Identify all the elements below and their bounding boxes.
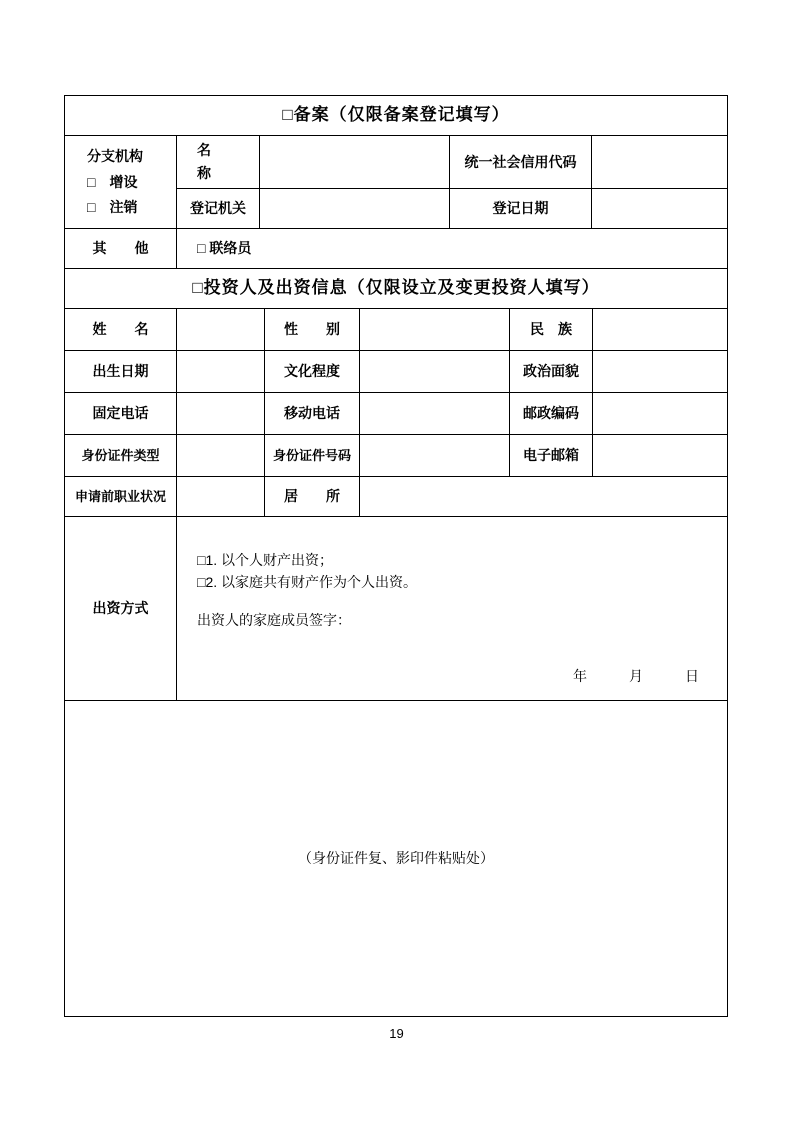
investor-row-phone xyxy=(65,393,727,435)
credit-code-label: 统一社会信用代码 xyxy=(450,136,592,189)
contribution-option-1-checkbox[interactable]: □1. 以个人财产出资； xyxy=(197,552,334,568)
investor-row-id xyxy=(65,435,727,477)
name-label: 姓 名 xyxy=(65,309,177,351)
postal-code-value-cell[interactable] xyxy=(593,393,727,435)
other-label: 其 他 xyxy=(65,229,177,269)
registration-form-table xyxy=(64,95,728,1017)
residence-label: 居 所 xyxy=(265,477,360,517)
branch-cancel-checkbox-option[interactable]: □ 注销 xyxy=(87,199,138,216)
birth-date-label: 出生日期 xyxy=(65,351,177,393)
id-type-label: 身份证件类型 xyxy=(65,435,177,477)
gender-value-cell[interactable] xyxy=(360,309,510,351)
branch-sub-grid xyxy=(177,136,727,229)
branch-name-row xyxy=(177,136,727,189)
id-paste-area xyxy=(65,701,727,1016)
filing-title-row xyxy=(65,96,727,136)
branch-name-label-line1: 名 xyxy=(197,142,211,159)
investor-row-occupation xyxy=(65,477,727,517)
mobile-phone-label: 移动电话 xyxy=(265,393,360,435)
investor-section-title: □投资人及出资信息（仅限设立及变更投资人填写） xyxy=(65,269,727,309)
branch-name-label-cell xyxy=(177,136,260,189)
page-number: 19 xyxy=(389,1026,404,1041)
branch-label: 分支机构 xyxy=(87,147,143,164)
id-number-label: 身份证件号码 xyxy=(265,435,360,477)
political-status-value-cell[interactable] xyxy=(593,351,727,393)
investor-row-name xyxy=(65,309,727,351)
education-value-cell[interactable] xyxy=(360,351,510,393)
investor-row-birth xyxy=(65,351,727,393)
residence-value-cell[interactable] xyxy=(360,477,727,517)
fixed-phone-label: 固定电话 xyxy=(65,393,177,435)
contribution-method-label: 出资方式 xyxy=(65,517,177,701)
contribution-row xyxy=(65,517,727,701)
liaison-checkbox-option[interactable]: □ 联络员 xyxy=(177,229,727,269)
name-value-cell[interactable] xyxy=(177,309,265,351)
fixed-phone-value-cell[interactable] xyxy=(177,393,265,435)
investor-title-row xyxy=(65,269,727,309)
id-number-value-cell[interactable] xyxy=(360,435,510,477)
branch-label-cell xyxy=(65,136,177,229)
branch-name-value-cell[interactable] xyxy=(260,136,450,189)
education-label: 文化程度 xyxy=(265,351,360,393)
gender-label: 性 别 xyxy=(265,309,360,351)
birth-date-value-cell[interactable] xyxy=(177,351,265,393)
occupation-label: 申请前职业状况 xyxy=(65,477,177,517)
contribution-content-cell xyxy=(177,517,727,701)
postal-code-label: 邮政编码 xyxy=(510,393,593,435)
ethnicity-label: 民 族 xyxy=(510,309,593,351)
occupation-value-cell[interactable] xyxy=(177,477,265,517)
political-status-label: 政治面貌 xyxy=(510,351,593,393)
registration-date-label: 登记日期 xyxy=(450,189,592,229)
paste-area-row xyxy=(65,701,727,1016)
branch-name-label-line2: 称 xyxy=(197,165,211,181)
filing-section-title: □备案（仅限备案登记填写） xyxy=(65,96,727,136)
id-paste-note: （身份证件复、影印件粘贴处） xyxy=(298,850,494,867)
registration-authority-label: 登记机关 xyxy=(177,189,260,229)
credit-code-value-cell[interactable] xyxy=(592,136,727,189)
branch-block-row xyxy=(65,136,727,229)
email-value-cell[interactable] xyxy=(593,435,727,477)
registration-authority-value-cell[interactable] xyxy=(260,189,450,229)
branch-add-checkbox-option[interactable]: □ 增设 xyxy=(87,173,138,190)
id-type-value-cell[interactable] xyxy=(177,435,265,477)
ethnicity-value-cell[interactable] xyxy=(593,309,727,351)
registration-date-value-cell[interactable] xyxy=(592,189,727,229)
other-row xyxy=(65,229,727,269)
mobile-phone-value-cell[interactable] xyxy=(360,393,510,435)
signature-date-line: 年 月 日 xyxy=(573,668,699,684)
contribution-option-2-checkbox[interactable]: □2. 以家庭共有财产作为个人出资。 xyxy=(197,574,418,590)
branch-authority-row xyxy=(177,189,727,229)
email-label: 电子邮箱 xyxy=(510,435,593,477)
family-signature-prompt: 出资人的家庭成员签字： xyxy=(197,612,351,628)
